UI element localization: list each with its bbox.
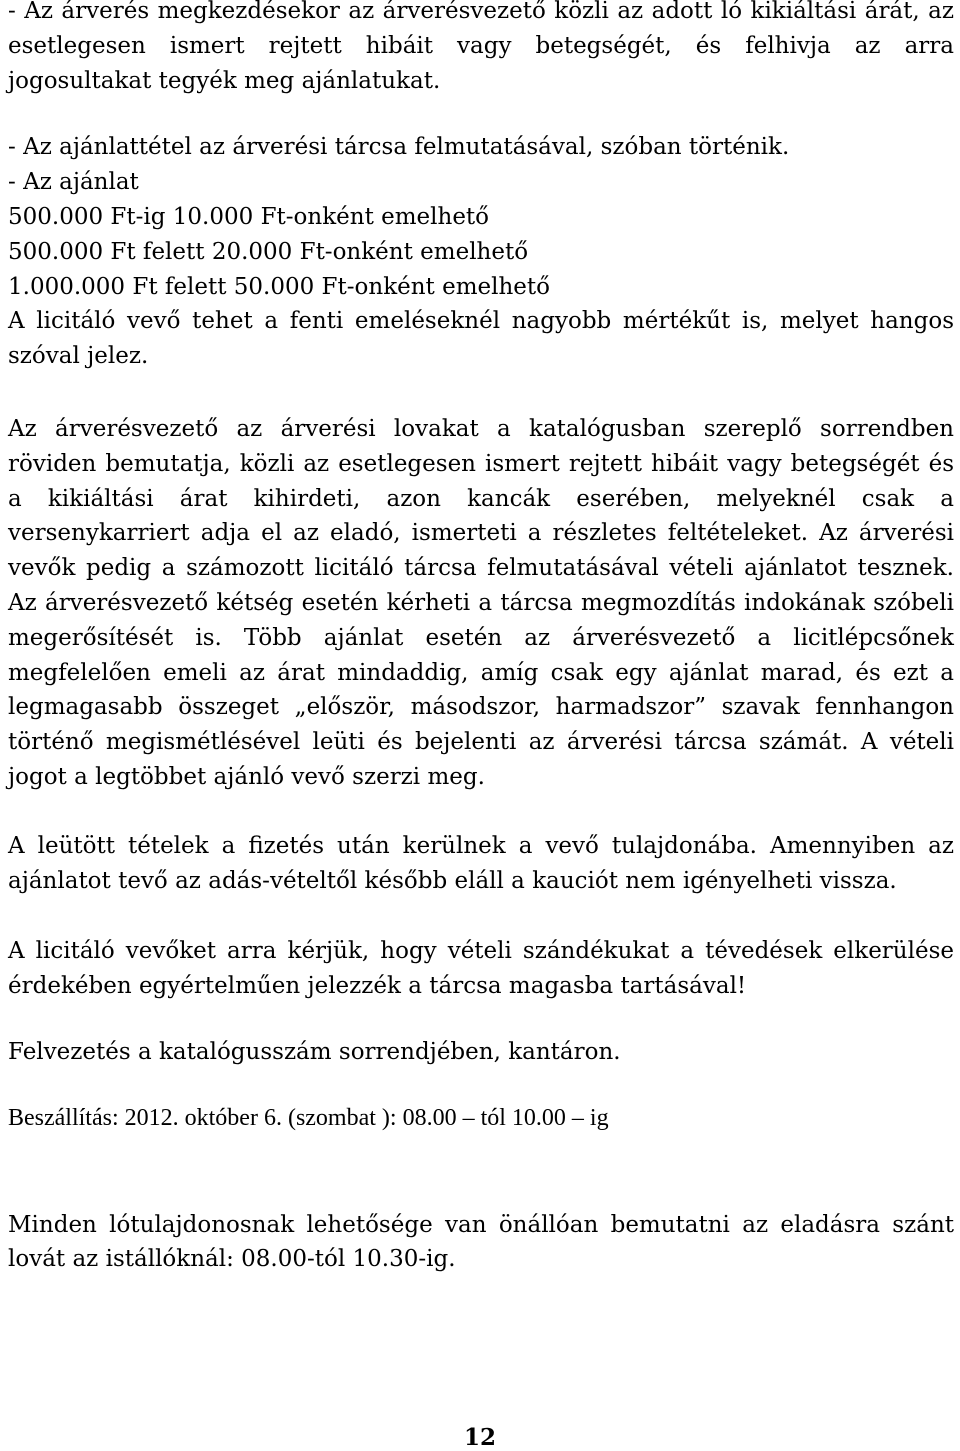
bid-step-over-500k: 500.000 Ft felett 20.000 Ft-onként emelhető [8, 238, 529, 265]
request-paragraph: A licitáló vevőket arra kérjük, hogy vételi szándékukat a tévedések elkerülése érdekében egyértelműen jelezzék a tárcsa magasba tartásával! [8, 938, 954, 1000]
intro-paragraph: - Az árverés megkezdésekor az árverésvezető közli az adott ló kikiáltási árát, az esetlegesen ismert rejtett hibáit vagy betegségét, és felhivja az arra jogosultakat tegyék meg ajánlatukat. [8, 0, 954, 94]
bid-heading-line: - Az ajánlat [8, 169, 139, 196]
bidding-rules [8, 130, 954, 374]
ownership-paragraph: A leütött tételek a fizetés után kerülnek a vevő tulajdonába. Amennyiben az ajánlatot tevő az adás-vételtől később eláll a kauciót nem igényelheti vissza. [8, 832, 954, 894]
bidding-method-line: - Az ajánlattétel az árverési tárcsa felmutatásával, szóban történik. [8, 134, 790, 161]
showing-paragraph: Minden lótulajdonosnak lehetősége van önállóan bemutatni az eladásra szánt lovát az istállóknál: 08.00-tól 10.30-ig. [8, 1211, 954, 1273]
order-paragraph: Felvezetés a katalógusszám sorrendjében, kantáron. [8, 1038, 621, 1065]
procedure-paragraph: Az árverésvezető az árverési lovakat a katalógusban szereplő sorrendben röviden bemutatja, közli az esetlegesen ismert rejtett hibáit vagy betegségét és a kikiáltási árat kihirdeti, azon kancák eserében, melyeknél csak a versenykarriert adja el az eladó, ismerteti a részletes feltételeket. Az árverési vevők pedig a számozott licitáló tárcsa felmutatásával vételi ajánlatot tesznek. Az árverésvezető kétség esetén kérheti a tárcsa megmozdítás indokának szóbeli megerősítését is. Több ajánlat esetén az árverésvezető a licitlépcsőnek megfelelően emeli az árat mindaddig, amíg csak egy ajánlat marad, és ezt a legmagasabb összeget „először, másodszor, harmadszor” szavak fennhangon történő megismétlésével leüti és bejelenti az árverési tárcsa számát. A vételi jogot a legtöbbet ajánló vevő szerzi meg. [8, 415, 954, 790]
document-page [8, 0, 954, 1277]
bid-step-under-500k: 500.000 Ft-ig 10.000 Ft-onként emelhető [8, 203, 490, 230]
page-number: 12 [463, 1424, 496, 1451]
higher-bid-note: A licitáló vevő tehet a fenti emeléseknél nagyobb mértékűt is, melyet hangos szóval jelez. [8, 308, 954, 370]
delivery-paragraph: Beszállítás: 2012. október 6. (szombat ): 08.00 – tól 10.00 – ig [8, 1104, 609, 1131]
bid-step-over-1m: 1.000.000 Ft felett 50.000 Ft-onként emelhető [8, 273, 551, 300]
